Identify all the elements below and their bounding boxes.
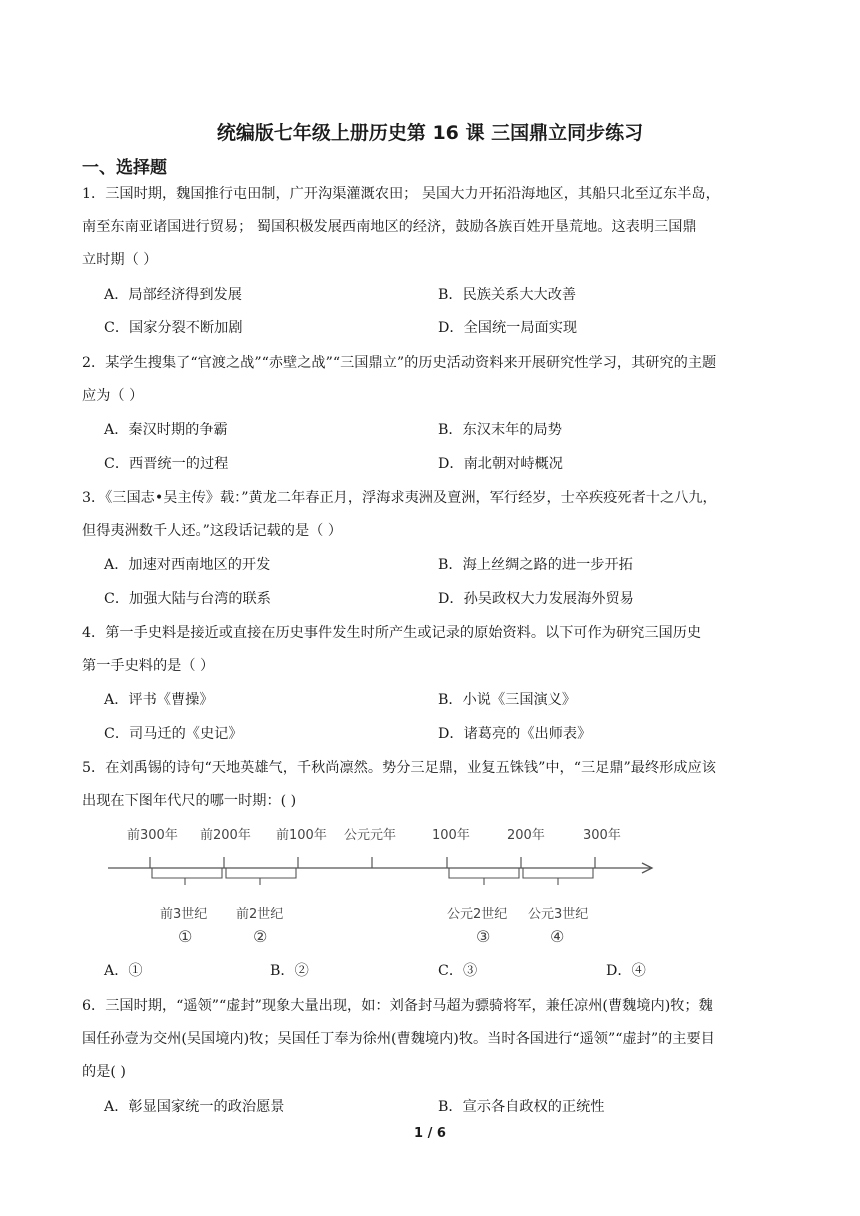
timeline-year-label: 公元元年 bbox=[344, 828, 397, 843]
q2-option-d[interactable]: D．南北朝对峙概况 bbox=[438, 456, 563, 472]
q3-line-2: 但得夷洲数千人还。”这段话记载的是（ ） bbox=[82, 523, 343, 539]
q1-option-d[interactable]: D．全国统一局面实现 bbox=[438, 320, 578, 336]
q1-line-1: 1．三国时期，魏国推行屯田制，广开沟渠灌溉农田； 吴国大力开拓沿海地区，其船只北至辽东半岛， bbox=[82, 186, 720, 202]
timeline-year-label: 300年 bbox=[583, 828, 621, 843]
q3-line-1: 3．《三国志•吴主传》载：”黄龙二年春正月，浮海求夷洲及亶洲，军行经岁，士卒疾疫死者十之八九， bbox=[82, 490, 717, 506]
q5-option-d[interactable]: D．④ bbox=[606, 963, 646, 979]
section-heading: 一、选择题 bbox=[82, 158, 167, 178]
timeline-year-label: 200年 bbox=[507, 828, 545, 843]
timeline-period-label: 前3世纪 bbox=[160, 907, 208, 922]
q3-option-a[interactable]: A．加速对西南地区的开发 bbox=[104, 557, 271, 573]
timeline-marker-3: ③ bbox=[476, 927, 491, 946]
q5-option-b[interactable]: B．② bbox=[270, 963, 309, 979]
q6-option-a[interactable]: A．彰显国家统一的政治愿景 bbox=[104, 1099, 285, 1115]
timeline-year-label: 前100年 bbox=[276, 828, 327, 843]
q1-line-3: 立时期（ ） bbox=[82, 252, 158, 268]
q5-line-2: 出现在下图年代尺的哪一时期：( ) bbox=[82, 793, 297, 809]
timeline-figure bbox=[100, 823, 660, 953]
timeline-brackets bbox=[152, 868, 593, 885]
timeline-period-label: 公元2世纪 bbox=[447, 907, 508, 922]
q2-line-1: 2．某学生搜集了“官渡之战”“赤壁之战”“三国鼎立”的历史活动资料来开展研究性学习，其研究的主题 bbox=[82, 355, 717, 371]
timeline-ticks bbox=[150, 857, 595, 868]
q4-option-a[interactable]: A．评书《曹操》 bbox=[104, 692, 214, 708]
q3-option-b[interactable]: B．海上丝绸之路的进一步开拓 bbox=[438, 557, 633, 573]
page-number: 1 / 6 bbox=[414, 1126, 446, 1141]
q6-line-2: 国任孙壹为交州(吴国境内)牧；吴国任丁奉为徐州(曹魏境内)牧。当时各国进行“遥领”“虚封”的主要目 bbox=[82, 1031, 715, 1047]
q5-line-1: 5．在刘禹锡的诗句“天地英雄气，千秋尚凛然。势分三足鼎，业复五铢钱”中，“三足鼎”最终形成应该 bbox=[82, 760, 716, 776]
q5-option-a[interactable]: A．① bbox=[104, 963, 143, 979]
timeline-period-label: 公元3世纪 bbox=[528, 907, 589, 922]
timeline-year-label: 前300年 bbox=[127, 828, 178, 843]
q3-option-d[interactable]: D．孙吴政权大力发展海外贸易 bbox=[438, 591, 634, 607]
q5-option-c[interactable]: C．③ bbox=[438, 963, 478, 979]
q6-option-b[interactable]: B．宣示各自政权的正统性 bbox=[438, 1099, 605, 1115]
q2-line-2: 应为（ ） bbox=[82, 388, 144, 404]
timeline-marker-2: ② bbox=[253, 927, 268, 946]
q6-line-1: 6．三国时期，“遥领”“虚封”现象大量出现，如：刘备封马超为骠骑将军，兼任凉州(曹魏境内)牧；魏 bbox=[82, 998, 713, 1014]
timeline-period-label: 前2世纪 bbox=[236, 907, 284, 922]
timeline-marker-4: ④ bbox=[550, 927, 565, 946]
q3-option-c[interactable]: C．加强大陆与台湾的联系 bbox=[104, 591, 271, 607]
q1-option-a[interactable]: A．局部经济得到发展 bbox=[104, 287, 242, 303]
timeline-year-label: 前200年 bbox=[200, 828, 251, 843]
q4-option-d[interactable]: D．诸葛亮的《出师表》 bbox=[438, 726, 592, 742]
q4-option-c[interactable]: C．司马迁的《史记》 bbox=[104, 726, 243, 742]
q2-option-c[interactable]: C．西晋统一的过程 bbox=[104, 456, 229, 472]
q1-line-2: 南至东南亚诸国进行贸易； 蜀国积极发展西南地区的经济，鼓励各族百姓开垦荒地。这表明三国鼎 bbox=[82, 219, 697, 235]
timeline-marker-1: ① bbox=[178, 927, 193, 946]
q1-option-b[interactable]: B．民族关系大大改善 bbox=[438, 287, 577, 303]
q4-option-b[interactable]: B．小说《三国演义》 bbox=[438, 692, 577, 708]
q1-option-c[interactable]: C．国家分裂不断加剧 bbox=[104, 320, 243, 336]
q2-option-a[interactable]: A．秦汉时期的争霸 bbox=[104, 422, 228, 438]
q4-line-2: 第一手史料的是（ ） bbox=[82, 658, 215, 674]
q4-line-1: 4．第一手史料是接近或直接在历史事件发生时所产生或记录的原始资料。以下可作为研究三国历史 bbox=[82, 625, 702, 641]
q6-line-3: 的是( ) bbox=[82, 1064, 126, 1080]
timeline-year-label: 100年 bbox=[432, 828, 470, 843]
q2-option-b[interactable]: B．东汉末年的局势 bbox=[438, 422, 562, 438]
document-title: 统编版七年级上册历史第 16 课 三国鼎立同步练习 bbox=[216, 122, 644, 144]
